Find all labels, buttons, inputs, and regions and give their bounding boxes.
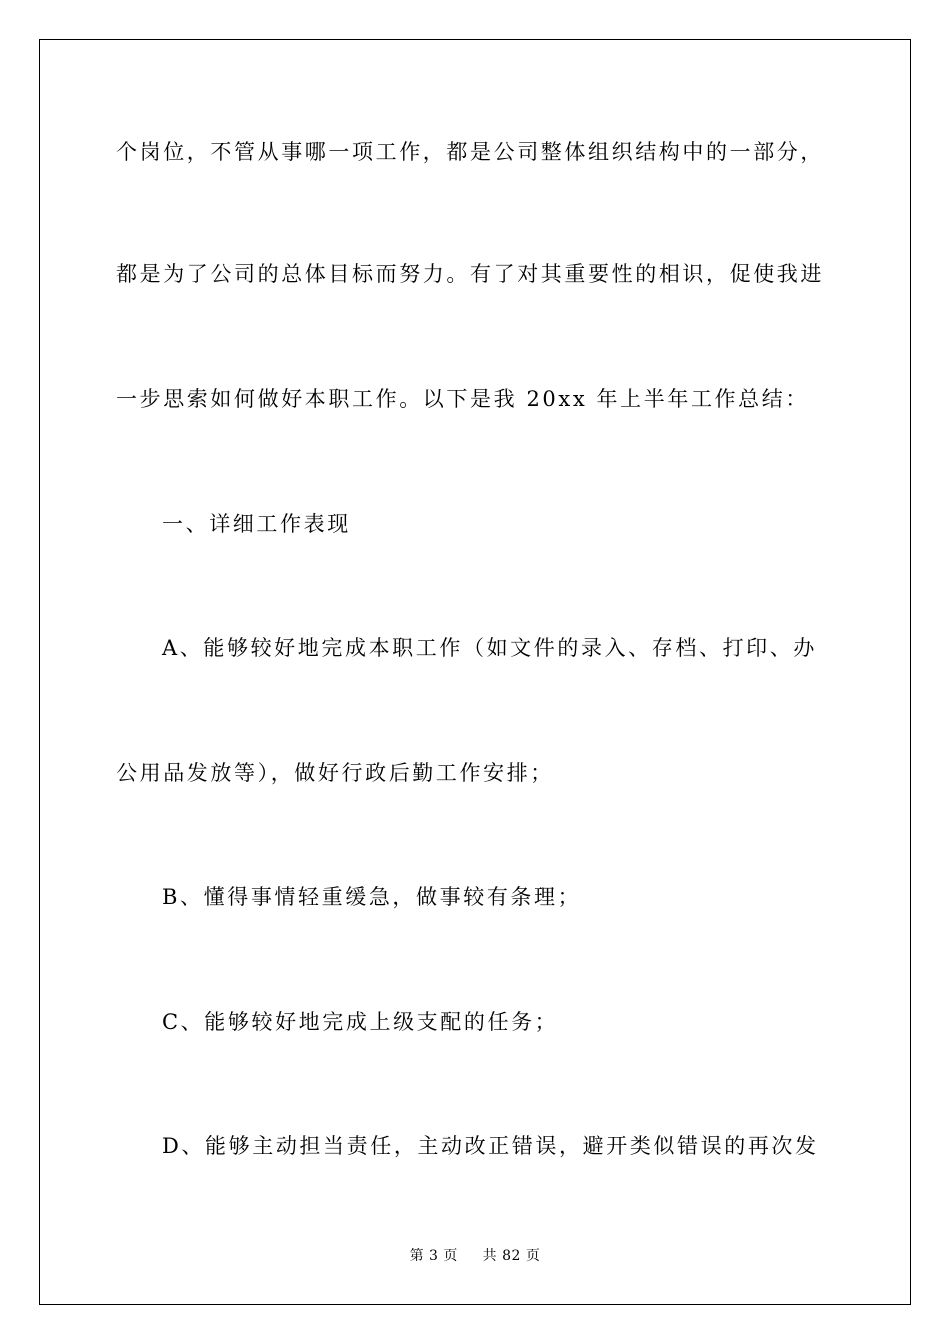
page-footer [0,1247,950,1265]
body-text-line: C、能够较好地完成上级支配的任务； [162,1010,559,1034]
total-pages: 共 82 页 [482,1248,541,1264]
section-heading: 一、详细工作表现 [162,512,351,536]
body-text-line: A、能够较好地完成本职工作（如文件的录入、存档、打印、办 [162,636,817,660]
body-text-line: 公用品发放等），做好行政后勤工作安排； [116,761,554,785]
body-text-line: 一步思索如何做好本职工作。以下是我 20xx 年上半年工作总结： [116,387,809,411]
body-text-line: 个岗位，不管从事哪一项工作，都是公司整体组织结构中的一部分， [116,140,824,164]
page-number: 第 3 页 [409,1248,458,1264]
body-text-line: 都是为了公司的总体目标而努力。有了对其重要性的相识，促使我进 [116,262,824,286]
body-text-line: B、懂得事情轻重缓急，做事较有条理； [162,885,582,909]
body-text-line: D、能够主动担当责任，主动改正错误，避开类似错误的再次发 [162,1134,819,1158]
page-border [39,39,911,1305]
